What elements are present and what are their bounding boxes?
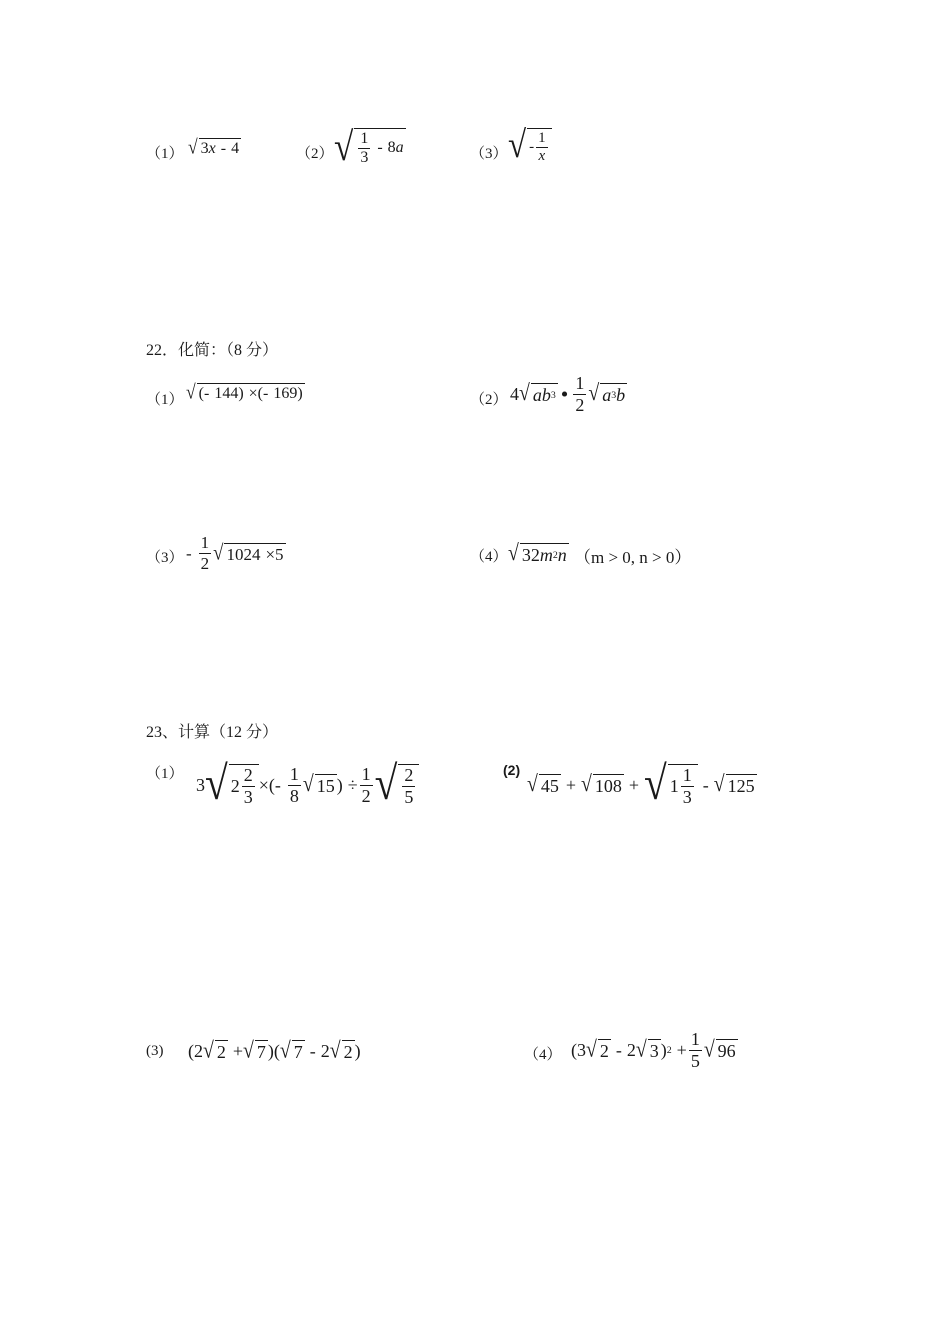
q21-item3-label: （3） (470, 146, 508, 162)
q22-item3-label: （3） (146, 550, 184, 566)
q23-item2-expression: √ 45 + √ 108 + √ 1 $\frac{1}{3}$ - √ 125 (527, 756, 755, 810)
q22-item2-label: （2） (470, 392, 508, 408)
q22-item1-expression: √ (- 144) ×(- 169) (186, 380, 303, 404)
q23-item4-label: （4） (524, 1047, 562, 1063)
q23-item4-expression: (3 √ 2 - 2 √ 3 ) 2 + $\frac{1}{5}$ √ 96 (571, 1029, 736, 1071)
q21-item3-expression: √ - $\frac{1}{x}$ (508, 128, 552, 165)
q21-item2-label: （2） (296, 146, 334, 162)
q22-item4-label: （4） (470, 549, 508, 565)
q21-item1-expression: √ 3 x - 4 (188, 135, 240, 159)
q22-item2-expression: 4 √ ab 3 • $\frac{1}{2}$ √ a 3 b (510, 373, 626, 415)
q23-item3-label: (3) (146, 1043, 164, 1059)
q22-item4-condition: （m > 0, n > 0） (574, 548, 692, 567)
q22-item3-expression: - $\frac{1}{2}$ √ 1024 ×5 (186, 533, 284, 573)
q23-heading: 23、计算（12 分） (146, 724, 279, 741)
q23-item1-label: （1） (146, 766, 184, 782)
q23-item1-expression: 3 √ 2 $\frac{2}{3}$ ×(- $\frac{1}{8}$ √ 15 ) ÷ $\frac{1}{2}$ √ $\frac{2}{5}$ (196, 764, 419, 807)
q23-item3-expression: (2 √ 2 + √ 7 )( √ 7 - 2 √ 2 ) (188, 1037, 361, 1064)
q21-item1-label: （1） (146, 146, 184, 162)
q22-item1-label: （1） (146, 392, 184, 408)
q22-item4-expression: √ 32 m 2 n (508, 540, 567, 567)
q23-item2-label: (2) (503, 762, 521, 778)
q22-heading: 22．化简：（8 分） (146, 342, 279, 359)
q21-item2-expression: √ $\frac{1}{3}$ - 8 a (334, 124, 404, 170)
